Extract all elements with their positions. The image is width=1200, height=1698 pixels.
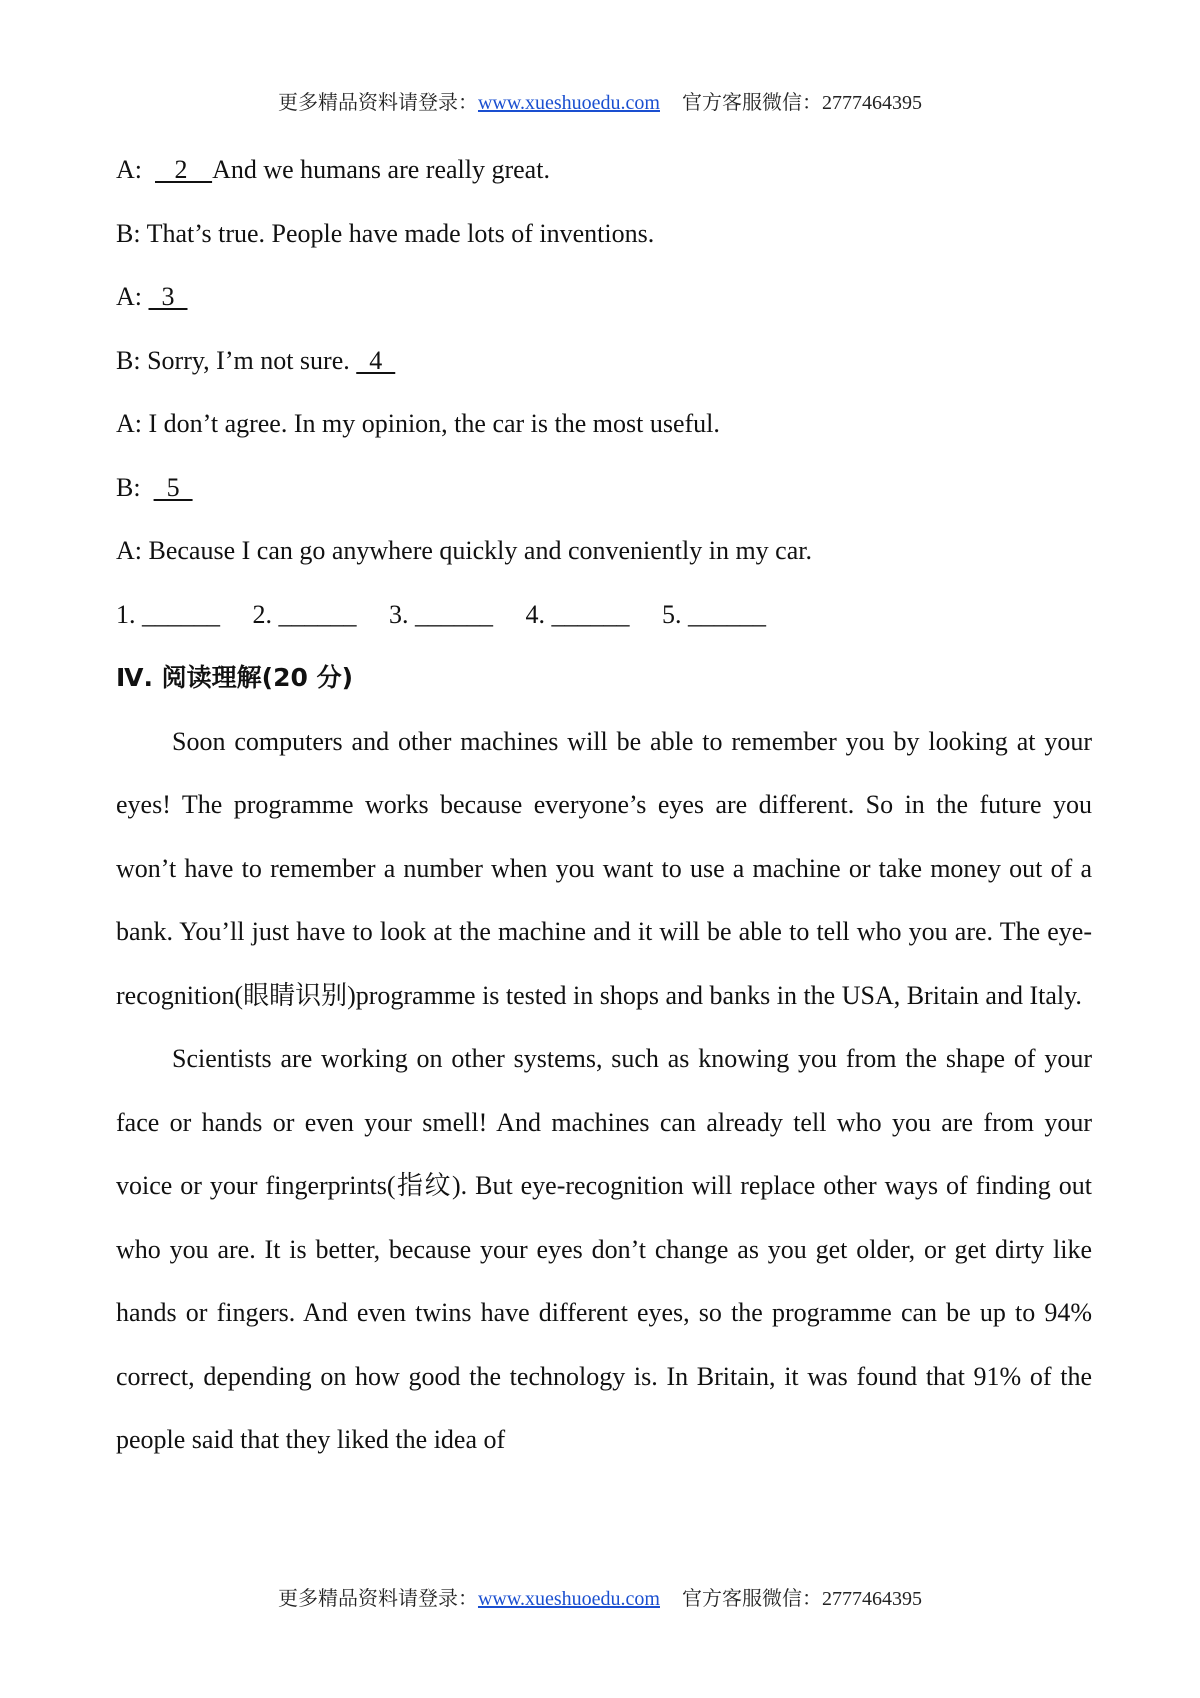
answer-blank: 2 (155, 155, 213, 184)
answer-slot[interactable]: 4. ______ (525, 599, 630, 629)
dialogue-line (116, 531, 1092, 595)
dialogue-line (116, 404, 1092, 468)
answer-row (116, 595, 1092, 659)
answer-slot[interactable]: 5. ______ (662, 599, 766, 629)
header-service: 官方客服微信：2777464395 (682, 92, 922, 114)
dialogue-line (116, 150, 1092, 214)
speaker: B: (116, 345, 141, 375)
document-body (116, 150, 1092, 1484)
dialogue-text: Sorry, I’m not sure. (140, 345, 357, 375)
answer-slot[interactable]: 1. ______ (116, 599, 220, 629)
section-title: Ⅳ. 阅读理解(20 分) (116, 663, 354, 692)
answer-blank: 5 (153, 472, 193, 502)
dialogue-line (116, 214, 1092, 278)
footer-service: 官方客服微信：2777464395 (682, 1588, 922, 1610)
dialogue-text: That’s true. People have made lots of inventions. (140, 218, 655, 248)
dialogue-text: I don’t agree. In my opinion, the car is the most useful. (142, 409, 720, 438)
reading-paragraph: Soon computers and other machines will be able to remember you by looking at your eyes! The programme works because everyone’s eyes are different. So in the future you won’t have to remember a number when you want to use a machine or take money out of a bank. You’ll just have to look at the machine and it will be able to tell who you are. The eye-recognition(眼睛识别)programme is tested in shops and banks in the USA, Britain and Italy. (116, 726, 1092, 1010)
speaker: A: (116, 282, 142, 311)
page-header (0, 86, 1200, 115)
dialogue-text: Because I can go anywhere quickly and conveniently in my car. (142, 536, 812, 565)
speaker: A: (116, 155, 142, 184)
speaker: B: (116, 218, 141, 248)
speaker: B: (116, 472, 141, 502)
answer-blank: 3 (148, 282, 188, 311)
header-prefix: 更多精品资料请登录： (277, 92, 478, 114)
answer-slot[interactable]: 2. ______ (252, 599, 357, 629)
footer-link[interactable]: www.xueshuoedu.com (477, 1588, 660, 1610)
answer-slot[interactable]: 3. ______ (389, 599, 493, 629)
dialogue-text: And we humans are really great. (212, 155, 550, 184)
header-link[interactable]: www.xueshuoedu.com (477, 92, 660, 114)
answer-blank: 4 (356, 345, 396, 375)
speaker: A: (116, 409, 142, 438)
dialogue-line (116, 341, 1092, 405)
footer-prefix: 更多精品资料请登录： (277, 1588, 478, 1610)
dialogue-line (116, 277, 1092, 341)
dialogue-line (116, 468, 1092, 532)
speaker: A: (116, 536, 142, 565)
reading-paragraph: Scientists are working on other systems, such as knowing you from the shape of your face or hands or even your smell! And machines can already tell who you are from your voice or your fingerprints(指纹). But eye-recognition will replace other ways of finding out who you are. It is better, because your eyes don’t change as you get older, or get dirty like hands or fingers. And even twins have different eyes, so the programme can be up to 94% correct, depending on how good the technology is. In Britain, it was found that 91% of the people said that they liked the idea of (116, 1044, 1092, 1454)
page-footer (0, 1582, 1200, 1611)
